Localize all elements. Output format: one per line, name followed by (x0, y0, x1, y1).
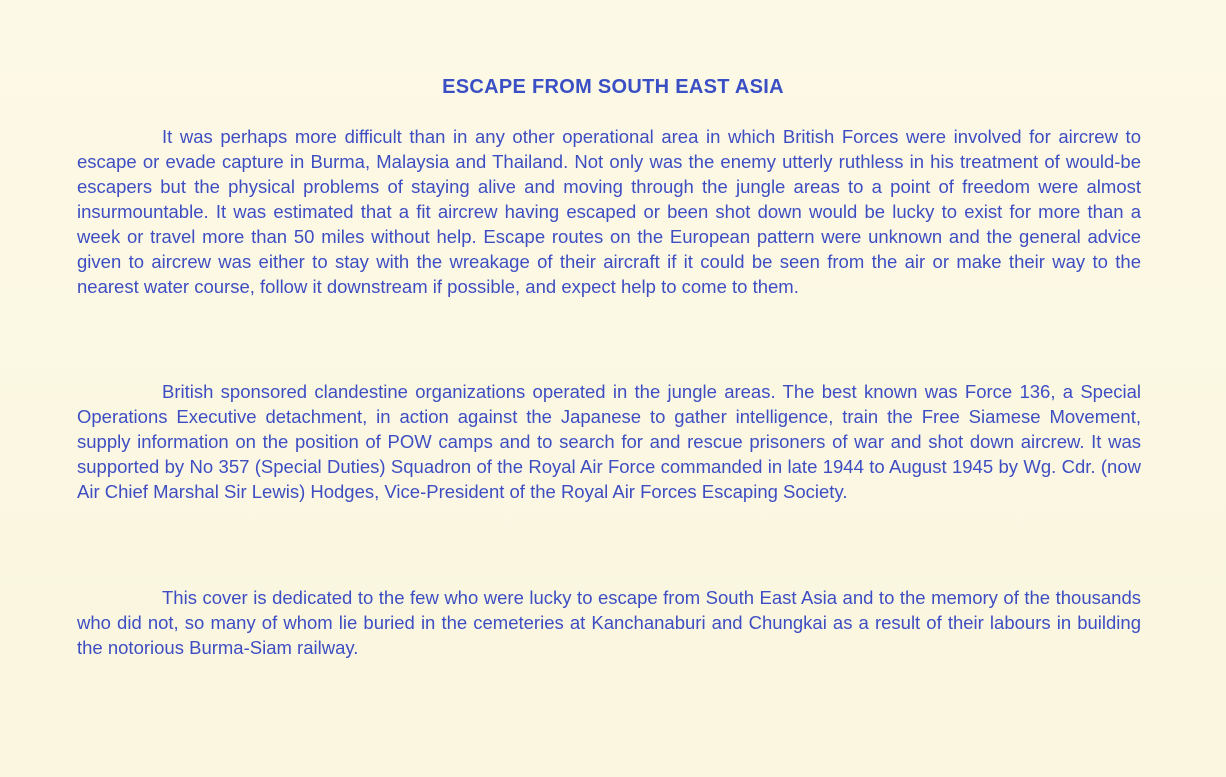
paragraph-escape-difficulty: It was perhaps more difficult than in any other operational area in which British Forces were involved for aircrew to escape or evade capture in Burma, Malaysia and Thailand. Not only was the enemy utterly ruthless in his treatment of would-be escapers but the physical problems of staying alive and moving through the jungle areas to a point of freedom were almost insurmountable. It was estimated that a fit aircrew having escaped or been shot down would be lucky to exist for more than a week or travel more than 50 miles without help. Escape routes on the European pattern were unknown and the general advice given to aircrew was either to stay with the wreakage of their aircraft if it could be seen from the air or make their way to the nearest water course, follow it downstream if possible, and expect help to come to them. (77, 126, 1141, 297)
paragraph-force-136: British sponsored clandestine organizations operated in the jungle areas. The best known was Force 136, a Special Operations Executive detachment, in action against the Japanese to gather intelligence, train the Free Siamese Movement, supply information on the position of POW camps and to search for and rescue prisoners of war and shot down aircrew. It was supported by No 357 (Special Duties) Squadron of the Royal Air Force commanded in late 1944 to August 1945 by Wg. Cdr. (now Air Chief Marshal Sir Lewis) Hodges, Vice-President of the Royal Air Forces Escaping Society. (77, 381, 1141, 502)
document-title: ESCAPE FROM SOUTH EAST ASIA (442, 76, 784, 98)
paragraph-dedication: This cover is dedicated to the few who were lucky to escape from South East Asia and to the memory of the thousands who did not, so many of whom lie buried in the cemeteries at Kanchanaburi and Chungkai as a result of their labours in building the notorious Burma-Siam railway. (77, 587, 1141, 658)
